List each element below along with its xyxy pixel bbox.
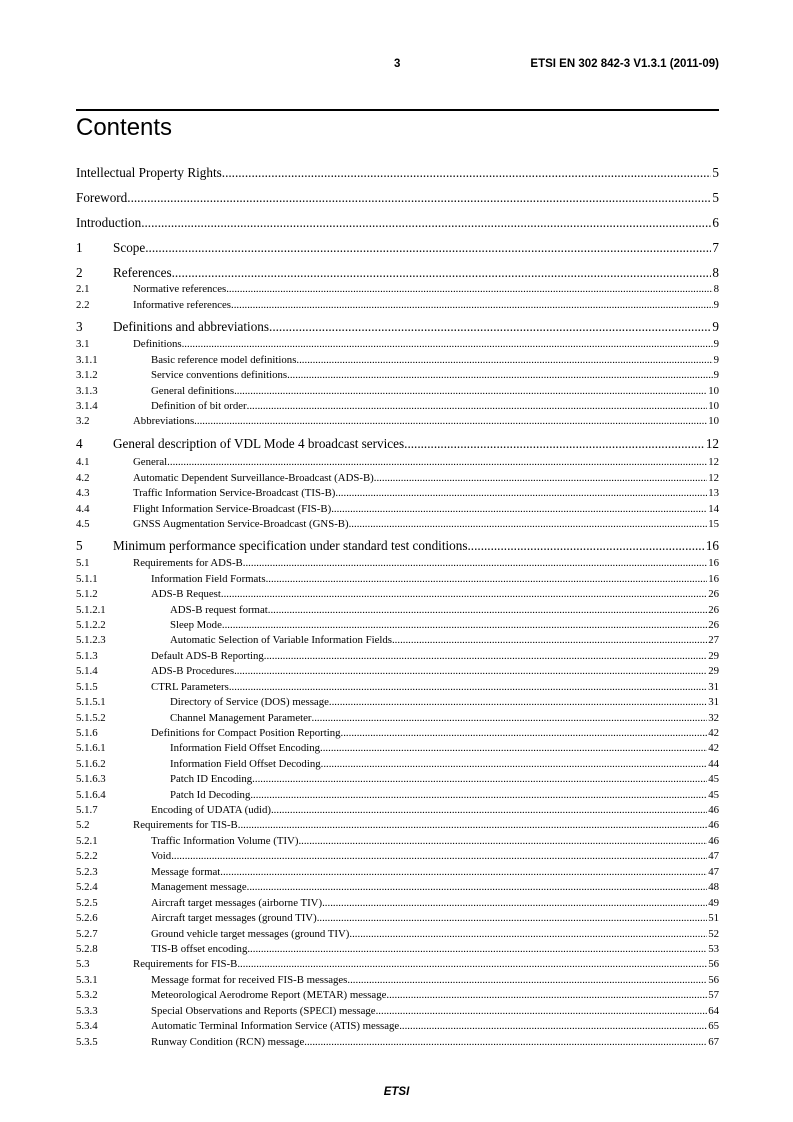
toc-title: General description of VDL Mode 4 broadcast services <box>113 436 405 451</box>
toc-page-number: 6 <box>712 215 719 230</box>
toc-page-number: 27 <box>708 634 719 646</box>
toc-entry[interactable] <box>76 485 719 499</box>
toc-title: Service conventions definitions <box>151 369 288 381</box>
toc-page-number: 31 <box>708 681 719 693</box>
toc-page-number: 13 <box>708 487 719 499</box>
toc-page-number: 29 <box>708 665 719 677</box>
toc-number: 5 <box>76 538 83 553</box>
toc-leader-dots <box>172 265 712 281</box>
toc-entry[interactable] <box>76 336 719 350</box>
toc-leader-dots <box>374 472 707 484</box>
toc-entry[interactable] <box>76 972 719 986</box>
toc-page-number: 14 <box>708 503 719 515</box>
toc-entry[interactable] <box>76 367 719 381</box>
toc-title: Scope <box>113 240 146 255</box>
toc-page-number: 52 <box>708 928 719 940</box>
toc-page-number: 26 <box>708 604 719 616</box>
toc-leader-dots <box>287 369 712 381</box>
toc-page-number: 51 <box>708 912 719 924</box>
toc-entry[interactable] <box>76 910 719 924</box>
toc-title: Requirements for ADS-B <box>133 557 243 569</box>
toc-title: Abbreviations <box>133 415 195 427</box>
toc-title: CTRL Parameters <box>151 681 229 693</box>
toc-leader-dots <box>247 943 707 955</box>
toc-page-number: 29 <box>708 650 719 662</box>
footer-logo: ETSI <box>383 1086 410 1098</box>
toc-title: Management message <box>151 881 247 893</box>
toc-number: 3.1.4 <box>76 400 98 412</box>
toc-page-number: 10 <box>708 400 719 412</box>
toc-title: Message format <box>151 866 221 878</box>
toc-leader-dots <box>231 299 713 311</box>
toc-leader-dots <box>335 487 707 499</box>
toc-title: Patch Id Decoding <box>170 789 251 801</box>
toc-leader-dots <box>296 354 712 366</box>
toc-number: 3.1 <box>76 338 90 350</box>
toc-leader-dots <box>234 665 707 677</box>
toc-title: Definition of bit order <box>151 400 247 412</box>
toc-entry[interactable] <box>76 398 719 412</box>
toc-entry[interactable] <box>76 756 719 770</box>
toc-entry[interactable] <box>76 879 719 893</box>
toc-page-number: 56 <box>708 974 719 986</box>
toc-title: Void <box>151 850 172 862</box>
toc-title: General definitions <box>151 385 235 397</box>
toc-number: 5.1.2 <box>76 588 98 600</box>
toc-leader-dots <box>238 819 707 831</box>
page-number: 3 <box>394 58 401 70</box>
toc-number: 2 <box>76 265 83 280</box>
toc-leader-dots <box>271 804 707 816</box>
toc-entry[interactable] <box>76 501 719 515</box>
toc-number: 5.2.6 <box>76 912 98 924</box>
toc-number: 5.1.6 <box>76 727 98 739</box>
toc-leader-dots <box>322 897 707 909</box>
toc-leader-dots <box>194 415 707 427</box>
toc-leader-dots <box>167 456 707 468</box>
toc-entry[interactable] <box>76 895 719 909</box>
toc-entry[interactable] <box>76 516 719 530</box>
toc-leader-dots <box>321 758 708 770</box>
toc-leader-dots <box>229 681 707 693</box>
toc-title: Introduction <box>76 215 142 230</box>
toc-page-number: 10 <box>708 385 719 397</box>
toc-leader-dots <box>234 385 707 397</box>
toc-leader-dots <box>349 518 708 530</box>
toc-leader-dots <box>376 1005 708 1017</box>
toc-leader-dots <box>252 773 707 785</box>
page-title: Contents <box>76 114 173 141</box>
toc-page-number: 64 <box>708 1005 719 1017</box>
toc-number: 5.2.8 <box>76 943 98 955</box>
toc-number: 5.1.6.4 <box>76 789 106 801</box>
toc-page-number: 49 <box>708 897 719 909</box>
toc-title: Message format for received FIS-B messages <box>151 974 348 986</box>
toc-title: Definitions and abbreviations <box>113 319 270 334</box>
toc-title: Channel Management Parameter <box>170 712 312 724</box>
toc-leader-dots <box>226 283 712 295</box>
toc-number: 5.1.2.1 <box>76 604 106 616</box>
toc-entry[interactable] <box>76 987 719 1001</box>
toc-page-number: 46 <box>708 804 719 816</box>
toc-page-number: 57 <box>708 989 719 1001</box>
toc-title: Meteorological Aerodrome Report (METAR) message <box>151 989 387 1001</box>
toc-leader-dots <box>247 400 708 412</box>
toc-leader-dots <box>268 604 707 616</box>
toc-entry[interactable] <box>76 586 719 600</box>
toc-leader-dots <box>222 619 707 631</box>
toc-entry[interactable] <box>76 1003 719 1017</box>
toc-leader-dots <box>145 240 711 256</box>
toc-entry[interactable] <box>76 240 719 256</box>
toc-number: 2.2 <box>76 299 90 311</box>
toc-leader-dots <box>269 319 711 335</box>
toc-leader-dots <box>347 974 707 986</box>
toc-number: 5.2.5 <box>76 897 98 909</box>
toc-page-number: 7 <box>712 240 719 255</box>
toc-number: 5.2.2 <box>76 850 98 862</box>
toc-entry[interactable] <box>76 571 719 585</box>
toc-entry[interactable] <box>76 470 719 484</box>
toc-number: 5.3.1 <box>76 974 98 986</box>
toc-number: 4.3 <box>76 487 90 499</box>
toc-number: 3.1.1 <box>76 354 98 366</box>
toc-entry[interactable] <box>76 710 719 724</box>
document-id: ETSI EN 302 842-3 V1.3.1 (2011-09) <box>530 58 719 70</box>
toc-entry[interactable] <box>76 802 719 816</box>
toc-title: Traffic Information Service-Broadcast (TIS-B) <box>133 487 336 499</box>
toc-title: Requirements for FIS-B <box>133 958 238 970</box>
toc-title: Information Field Offset Decoding <box>170 758 321 770</box>
toc-entry[interactable] <box>76 632 719 646</box>
toc-number: 5.1.5 <box>76 681 98 693</box>
toc-leader-dots <box>141 215 711 231</box>
toc-leader-dots <box>247 881 708 893</box>
toc-entry[interactable] <box>76 436 719 452</box>
toc-page-number: 8 <box>712 265 719 280</box>
toc-number: 3 <box>76 319 83 334</box>
toc-entry[interactable] <box>76 663 719 677</box>
toc-leader-dots <box>404 436 705 452</box>
toc-title: ADS-B Request <box>151 588 221 600</box>
header-rule <box>76 109 719 111</box>
toc-number: 5.3.2 <box>76 989 98 1001</box>
page-header <box>76 56 719 76</box>
toc-page-number: 9 <box>713 338 719 350</box>
toc-number: 5.2.4 <box>76 881 98 893</box>
toc-title: References <box>113 265 172 280</box>
toc-leader-dots <box>264 650 707 662</box>
toc-title: Patch ID Encoding <box>170 773 253 785</box>
toc-entry[interactable] <box>76 383 719 397</box>
toc-title: Directory of Service (DOS) message <box>170 696 329 708</box>
toc-page-number: 12 <box>708 456 719 468</box>
toc-title: Requirements for TIS-B <box>133 819 238 831</box>
toc-page-number: 42 <box>708 727 719 739</box>
toc-title: ADS-B request format <box>170 604 268 616</box>
toc-leader-dots <box>312 712 708 724</box>
toc-page-number: 65 <box>708 1020 719 1032</box>
toc-page-number: 46 <box>708 819 719 831</box>
toc-title: GNSS Augmentation Service-Broadcast (GNS-B) <box>133 518 349 530</box>
toc-title: ADS-B Procedures <box>151 665 235 677</box>
toc-leader-dots <box>331 503 707 515</box>
toc-leader-dots <box>329 696 707 708</box>
toc-number: 4.5 <box>76 518 90 530</box>
toc-leader-dots <box>341 727 708 739</box>
toc-entry[interactable] <box>76 454 719 468</box>
toc-number: 2.1 <box>76 283 90 295</box>
toc-entry[interactable] <box>76 602 719 616</box>
toc-title: Automatic Dependent Surveillance-Broadcast (ADS-B) <box>133 472 374 484</box>
toc-title: Minimum performance specification under standard test conditions <box>113 538 468 553</box>
toc-number: 5.1.5.2 <box>76 712 106 724</box>
toc-page-number: 42 <box>708 742 719 754</box>
toc-title: Normative references <box>133 283 227 295</box>
toc-title: Encoding of UDATA (udid) <box>151 804 271 816</box>
toc-leader-dots <box>182 338 713 350</box>
toc-title: Traffic Information Volume (TIV) <box>151 835 299 847</box>
toc-title: Runway Condition (RCN) message <box>151 1036 305 1048</box>
toc-number: 5.2 <box>76 819 90 831</box>
toc-page-number: 31 <box>708 696 719 708</box>
toc-title: Special Observations and Reports (SPECI) message <box>151 1005 376 1017</box>
toc-page-number: 26 <box>708 588 719 600</box>
toc-entry[interactable] <box>76 679 719 693</box>
toc-number: 5.2.7 <box>76 928 98 940</box>
toc-entry[interactable] <box>76 725 719 739</box>
toc-leader-dots <box>222 165 712 181</box>
toc-title: Aircraft target messages (ground TIV) <box>151 912 317 924</box>
toc-number: 1 <box>76 240 83 255</box>
toc-number: 4 <box>76 436 83 451</box>
toc-page-number: 9 <box>713 354 719 366</box>
toc-leader-dots <box>349 928 707 940</box>
toc-entry[interactable] <box>76 941 719 955</box>
toc-leader-dots <box>250 789 707 801</box>
toc-page-number: 8 <box>713 283 719 295</box>
toc-title: Foreword <box>76 190 128 205</box>
toc-number: 5.2.3 <box>76 866 98 878</box>
toc-page-number: 26 <box>708 619 719 631</box>
toc-leader-dots <box>221 588 707 600</box>
toc-entry[interactable] <box>76 319 719 335</box>
toc-title: General <box>133 456 168 468</box>
toc-entry[interactable] <box>76 926 719 940</box>
toc-entry[interactable] <box>76 538 719 554</box>
toc-page-number: 5 <box>712 165 719 180</box>
toc-entry[interactable] <box>76 190 719 206</box>
toc-number: 5.3.5 <box>76 1036 98 1048</box>
toc-number: 3.1.3 <box>76 385 98 397</box>
toc-page-number: 53 <box>708 943 719 955</box>
toc-number: 5.1.5.1 <box>76 696 106 708</box>
toc-leader-dots <box>243 557 707 569</box>
toc-title: Definitions <box>133 338 182 350</box>
toc-entry[interactable] <box>76 1018 719 1032</box>
toc-leader-dots <box>171 850 707 862</box>
toc-page-number: 9 <box>712 319 719 334</box>
toc-leader-dots <box>399 1020 707 1032</box>
toc-page-number: 67 <box>708 1036 719 1048</box>
toc-entry[interactable] <box>76 352 719 366</box>
toc-page-number: 15 <box>708 518 719 530</box>
toc-page-number: 9 <box>713 299 719 311</box>
toc-page-number: 45 <box>708 789 719 801</box>
toc-number: 5.1.1 <box>76 573 98 585</box>
toc-title: Flight Information Service-Broadcast (FIS-B) <box>133 503 332 515</box>
toc-number: 5.1.3 <box>76 650 98 662</box>
toc-entry[interactable] <box>76 956 719 970</box>
toc-entry[interactable] <box>76 555 719 569</box>
toc-number: 5.1.6.2 <box>76 758 106 770</box>
toc-number: 5.1.2.2 <box>76 619 106 631</box>
toc-entry[interactable] <box>76 833 719 847</box>
toc-entry[interactable] <box>76 848 719 862</box>
toc-leader-dots <box>392 634 707 646</box>
toc-number: 5.1.4 <box>76 665 98 677</box>
toc-leader-dots <box>220 866 707 878</box>
toc-page-number: 16 <box>705 538 719 553</box>
toc-number: 5.1.6.3 <box>76 773 106 785</box>
toc-page-number: 12 <box>708 472 719 484</box>
toc-page-number: 46 <box>708 835 719 847</box>
toc-title: Ground vehicle target messages (ground TIV) <box>151 928 350 940</box>
toc-number: 5.2.1 <box>76 835 98 847</box>
toc-number: 3.2 <box>76 415 90 427</box>
toc-number: 5.3 <box>76 958 90 970</box>
toc-page-number: 47 <box>708 850 719 862</box>
toc-title: Automatic Terminal Information Service (ATIS) message <box>151 1020 400 1032</box>
toc-leader-dots <box>127 190 711 206</box>
toc-page-number: 45 <box>708 773 719 785</box>
toc-title: Sleep Mode <box>170 619 222 631</box>
toc-entry[interactable] <box>76 694 719 708</box>
toc-entry[interactable] <box>76 617 719 631</box>
toc-number: 5.1.7 <box>76 804 98 816</box>
toc-entry[interactable] <box>76 817 719 831</box>
toc-page-number: 5 <box>712 190 719 205</box>
toc-entry[interactable] <box>76 165 719 181</box>
toc-page-number: 47 <box>708 866 719 878</box>
toc-title: Automatic Selection of Variable Information Fields <box>170 634 392 646</box>
toc-entry[interactable] <box>76 413 719 427</box>
toc-title: Default ADS-B Reporting <box>151 650 264 662</box>
toc-title: Basic reference model definitions <box>151 354 297 366</box>
toc-leader-dots <box>298 835 707 847</box>
toc-title: Information Field Formats <box>151 573 266 585</box>
toc-entry[interactable] <box>76 297 719 311</box>
toc-title: Definitions for Compact Position Reporting <box>151 727 341 739</box>
toc-page-number: 44 <box>708 758 719 770</box>
toc-number: 5.1.2.3 <box>76 634 106 646</box>
toc-entry[interactable] <box>76 281 719 295</box>
toc-number: 3.1.2 <box>76 369 98 381</box>
toc-page-number: 10 <box>708 415 719 427</box>
toc-leader-dots <box>468 538 705 554</box>
toc-title: Informative references <box>133 299 232 311</box>
toc-page-number: 12 <box>705 436 719 451</box>
toc-entry[interactable] <box>76 215 719 231</box>
toc-leader-dots <box>386 989 707 1001</box>
toc-page-number: 32 <box>708 712 719 724</box>
toc-number: 5.1 <box>76 557 90 569</box>
toc-page-number: 9 <box>713 369 719 381</box>
toc-entry[interactable] <box>76 864 719 878</box>
toc-leader-dots <box>266 573 708 585</box>
toc-number: 4.2 <box>76 472 90 484</box>
toc-entry[interactable] <box>76 771 719 785</box>
toc-number: 5.3.4 <box>76 1020 98 1032</box>
toc-page-number: 16 <box>708 557 719 569</box>
toc-entry[interactable] <box>76 787 719 801</box>
toc-title: Intellectual Property Rights <box>76 165 222 180</box>
toc-number: 5.1.6.1 <box>76 742 106 754</box>
toc-leader-dots <box>317 912 708 924</box>
toc-leader-dots <box>304 1036 707 1048</box>
toc-page-number: 16 <box>708 573 719 585</box>
toc-number: 4.1 <box>76 456 90 468</box>
toc-leader-dots <box>320 742 707 754</box>
toc-number: 4.4 <box>76 503 90 515</box>
toc-leader-dots <box>237 958 707 970</box>
toc-entry[interactable] <box>76 1034 719 1048</box>
toc-page-number: 48 <box>708 881 719 893</box>
toc-entry[interactable] <box>76 740 719 754</box>
toc-entry[interactable] <box>76 648 719 662</box>
toc-page-number: 56 <box>708 958 719 970</box>
toc-title: TIS-B offset encoding <box>151 943 248 955</box>
toc-title: Information Field Offset Encoding <box>170 742 321 754</box>
toc-number: 5.3.3 <box>76 1005 98 1017</box>
toc-entry[interactable] <box>76 265 719 281</box>
toc-title: Aircraft target messages (airborne TIV) <box>151 897 323 909</box>
